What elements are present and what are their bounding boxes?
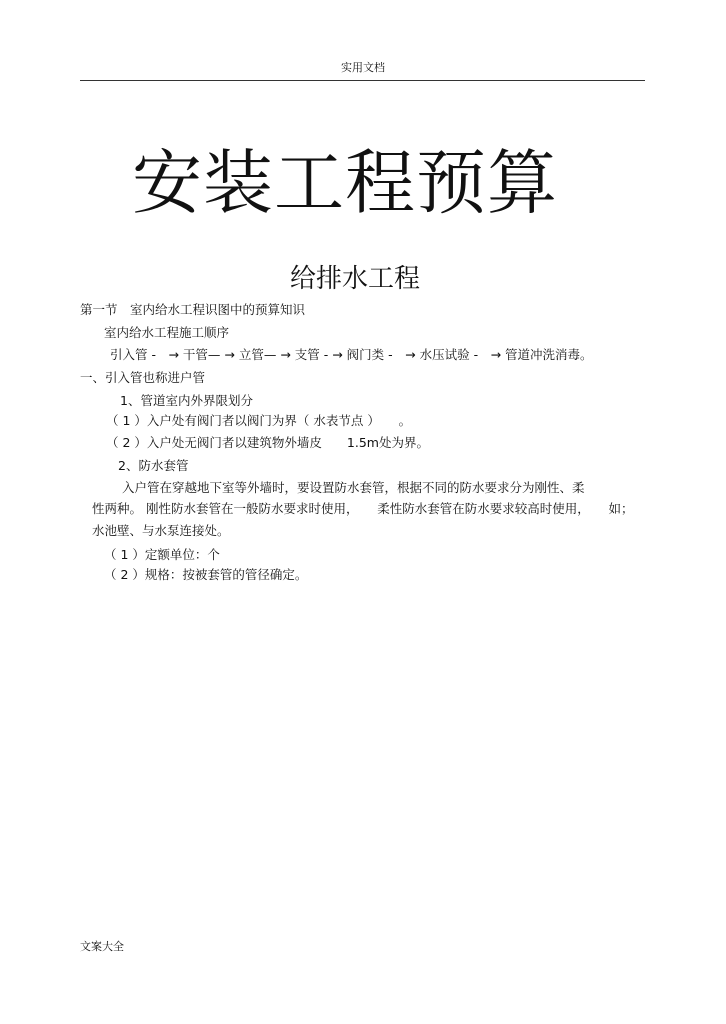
construction-order-sequence: 引入管 - → 干管— → 立管— → 支管 - → 阀门类 - → 水压试验 - → 管道冲洗消毒。 xyxy=(110,347,593,362)
sleeve-item-2: （ 2 ）规格：按被套管的管径确定。 xyxy=(104,567,308,582)
heading-intake-pipe: 一、引入管也称进户管 xyxy=(80,370,206,385)
section-heading: 第一节 室内给水工程识图中的预算知识 xyxy=(80,302,306,317)
subheading-waterproof-sleeve: 2、防水套管 xyxy=(118,458,189,473)
page-footer: 文案大全 xyxy=(80,940,124,953)
sleeve-item-1: （ 1 ）定额单位：个 xyxy=(104,547,220,562)
boundary-item-1: （ 1 ）入户处有阀门者以阀门为界（ 水表节点 ） 。 xyxy=(106,413,412,428)
document-title: 安装工程预算 xyxy=(132,142,558,224)
boundary-item-2: （ 2 ）入户处无阀门者以建筑物外墙皮 1.5m处为界。 xyxy=(106,435,429,450)
page-header: 实用文档 xyxy=(341,61,385,74)
paragraph-line: 入户管在穿越地下室等外墙时，要设置防水套管，根据不同的防水要求分为刚性、柔 xyxy=(122,480,585,495)
construction-order-heading: 室内给水工程施工顺序 xyxy=(104,325,230,340)
subheading-boundary: 1、管道室内外界限划分 xyxy=(120,393,253,408)
document-subtitle: 给排水工程 xyxy=(289,264,420,294)
header-divider xyxy=(80,80,645,81)
paragraph-line: 性两种。 刚性防水套管在一般防水要求时使用， 柔性防水套管在防水要求较高时使用， 如； xyxy=(92,501,634,516)
paragraph-line: 水池壁、与水泵连接处。 xyxy=(92,523,230,538)
